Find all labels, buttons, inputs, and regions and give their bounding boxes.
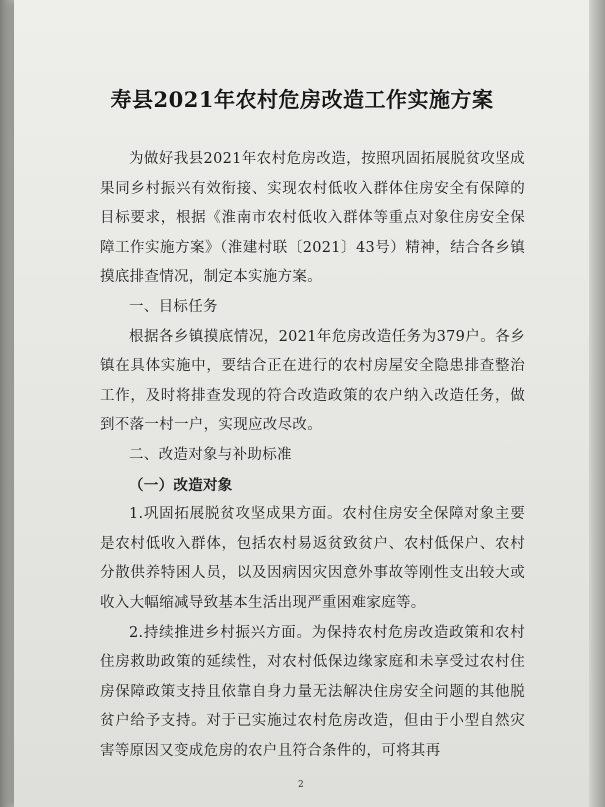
targets-paragraph-1: 1.巩固拓展脱贫攻坚成果方面。农村住房安全保障对象主要是农村低收入群体，包括农村易返贫致贫户、农村低保户、农村分散供养特困人员，以及因病因灾因意外事故等刚性支出较大或收入大幅缩减导致基本生活出现严重困难家庭等。: [100, 506, 525, 611]
section-heading-targets: 二、改造对象与补助标准: [129, 446, 292, 463]
goals-paragraph: 根据各乡镇摸底情况，2021年危房改造任务为379户。各乡镇在具体实施中，要结合正在进行的农村房屋安全隐患排查整治工作，及时将排查发现的符合改造政策的农户纳入改造任务，做到不落一村一户，实现应改尽改。: [100, 328, 525, 434]
page-stack-edge: [589, 0, 605, 807]
intro-paragraph: 为做好我县2021年农村危房改造，按照巩固拓展脱贫攻坚成果同乡村振兴有效衔接、实现农村低收入群体住房安全有保障的目标要求，根据《淮南市农村低收入群体等重点对象住房安全保障工作实施方案》（淮建村联〔2021〕43号）精神，结合各乡镇摸底排查情况，制定本实施方案。: [100, 151, 525, 286]
document-page: [14, 0, 589, 807]
targets-paragraph-2: 2.持续推进乡村振兴方面。为保持农村危房改造政策和农村住房救助政策的延续性，对农村低保边缘家庭和未享受过农村住房保障政策支持且依靠自身力量无法解决住房安全问题的其他脱贫户给予支持。对于已实施过农村危房改造，但由于小型自然灾害等原因又变成危房的农户且符合条件的，可将其再: [100, 624, 525, 759]
section-heading-goals: 一、目标任务: [129, 298, 218, 315]
document-body: [100, 145, 525, 766]
subsection-heading-targets: （一）改造对象: [129, 476, 233, 494]
page-number: 2: [298, 780, 304, 790]
document-title: 寿县2021年农村危房改造工作实施方案: [110, 87, 494, 112]
